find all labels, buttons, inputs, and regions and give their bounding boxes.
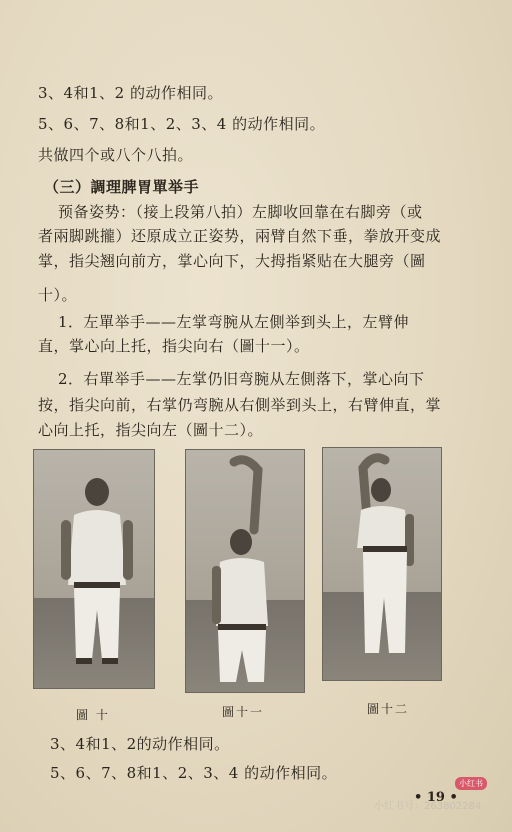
figure-caption: 圖 十 [76,708,110,722]
text-line: 十）。 [38,286,78,304]
section-heading: （三）調理脾胃單举手 [44,178,200,196]
person-left-arm-raised-figure [186,450,304,692]
person-standing-figure [34,450,154,688]
text-line: 3、4和1、2 的动作相同。 [38,84,223,102]
text-line: 按，指尖向前，右掌仍弯腕从右側举到头上，右臂伸直，掌 [38,396,442,414]
watermark-text: 小红书号：263802284 [374,801,482,812]
figure-10-photo [33,449,155,689]
text-line: 直，掌心向上托，指尖向右（圖十一）。 [38,337,310,355]
text-line: 5、6、7、8和1、2、3、4 的动作相同。 [50,764,338,782]
figure-caption: 圖十二 [367,702,410,716]
figure-11-photo [185,449,305,693]
figure-12-photo [322,447,442,681]
person-right-arm-raised-figure [323,448,441,680]
text-line: 5、6、7、8和1、2、3、4 的动作相同。 [38,115,326,133]
text-line: 1．左單举手——左掌弯腕从左側举到头上，左臂伸 [58,313,410,331]
text-line: 共做四个或八个八拍。 [38,146,194,164]
watermark-logo: 小红书 [455,777,487,790]
text-line: 掌，指尖翘向前方，掌心向下，大拇指紧贴在大腿旁（圖 [38,252,426,270]
text-line: 3、4和1、2的动作相同。 [50,735,230,753]
figure-caption: 圖十一 [222,705,265,719]
text-line: 心向上托，指尖向左（圖十二）。 [38,421,264,439]
text-line: 2．右單举手——左掌仍旧弯腕从左側落下，掌心向下 [58,370,425,388]
text-line: 预备姿势：（接上段第八拍）左脚收回靠在右脚旁（或 [58,203,423,221]
text-line: 者兩脚跳攏）还原成立正姿势，兩臂自然下垂，拳放开变成 [38,227,442,245]
page-number: • 19 • [414,790,458,805]
